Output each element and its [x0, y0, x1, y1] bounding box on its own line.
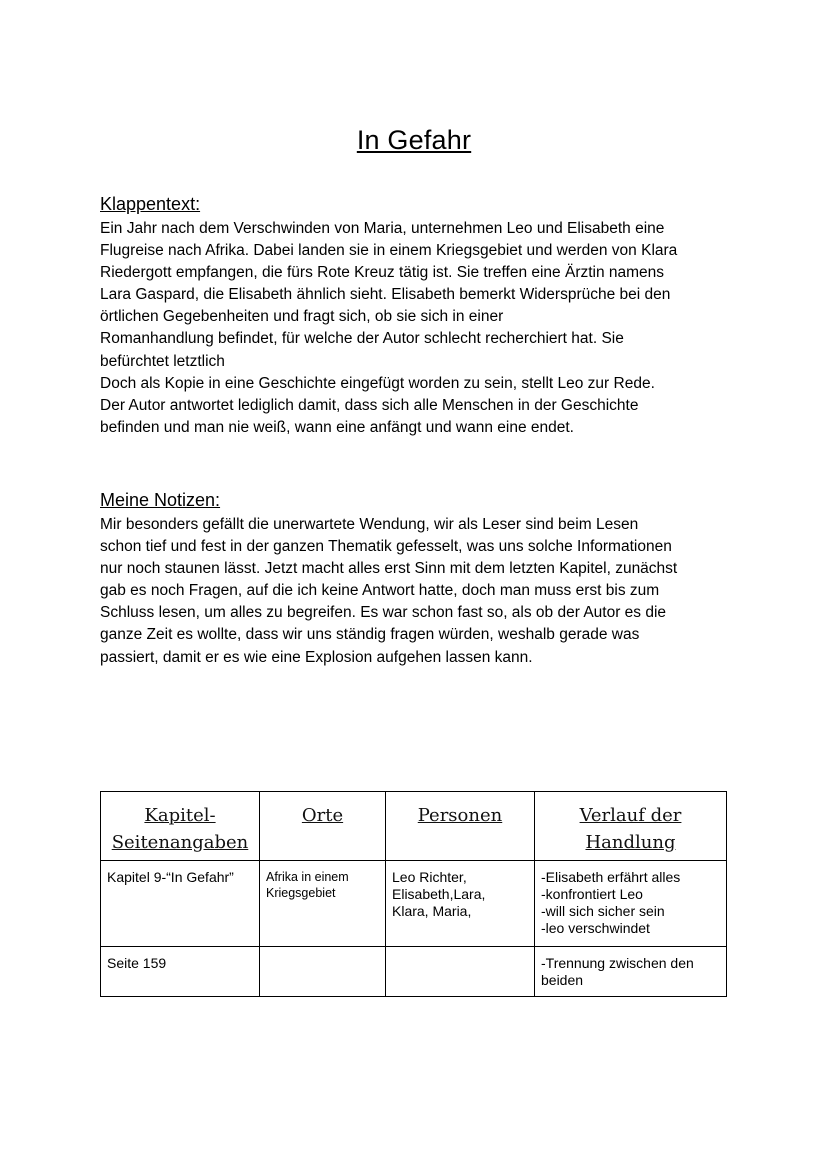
column-header-verlauf: Verlauf der Handlung — [535, 792, 727, 861]
table-cell-kapitel: Seite 159 — [101, 947, 260, 997]
text-line: Riedergott empfangen, die fürs Rote Kreuz tätig ist. Sie treffen eine Ärztin namens — [100, 264, 665, 282]
klappentext-paragraph — [100, 218, 740, 439]
cell-line: -will sich sicher sein — [541, 903, 665, 919]
header-line: Kapitel- — [144, 805, 216, 826]
text-line: Doch als Kopie in eine Geschichte eingefügt worden zu sein, stellt Leo zur Rede. — [100, 374, 655, 392]
text-line: gab es noch Fragen, auf die ich keine Antwort hatte, doch man muss erst bis zum — [100, 582, 660, 600]
cell-line: Kriegsgebiet — [266, 886, 336, 900]
cell-line: -Trennung zwischen den — [541, 955, 694, 971]
table-row — [101, 947, 727, 997]
cell-line: Klara, Maria, — [392, 903, 472, 919]
table-cell-personen — [386, 947, 535, 997]
cell-line: Elisabeth,Lara, — [392, 886, 486, 902]
text-line: Flugreise nach Afrika. Dabei landen sie in einem Kriegsgebiet und werden von Klara — [100, 242, 678, 260]
table-cell-kapitel: Kapitel 9-“In Gefahr” — [101, 861, 260, 947]
table-cell-verlauf — [535, 947, 727, 997]
column-header-orte: Orte — [260, 792, 386, 861]
klappentext-heading: Klappentext: — [100, 194, 201, 214]
text-line: Ein Jahr nach dem Verschwinden von Maria, unternehmen Leo und Elisabeth eine — [100, 220, 665, 237]
text-line: Der Autor antwortet lediglich damit, dass sich alle Menschen in der Geschichte — [100, 396, 639, 414]
cell-line: beiden — [541, 972, 584, 988]
text-line: örtlichen Gegebenheiten und fragt sich, ob sie sich in einer — [100, 308, 504, 326]
text-line: Romanhandlung befindet, für welche der Autor schlecht recherchiert hat. Sie — [100, 330, 624, 348]
cell-line: -Elisabeth erfährt alles — [541, 869, 681, 885]
text-line: passiert, damit er es wie eine Explosion aufgehen lassen kann. — [100, 648, 533, 666]
notizen-heading: Meine Notizen: — [100, 490, 221, 510]
text-line: ganze Zeit es wollte, dass wir uns ständig fragen würden, weshalb gerade was — [100, 626, 640, 644]
table-cell-orte — [260, 861, 386, 947]
chapter-table — [100, 791, 727, 997]
header-line: Seitenangaben — [111, 832, 249, 853]
notizen-paragraph — [100, 514, 740, 669]
text-line: schon tief und fest in der ganzen Thematik gefesselt, was uns solche Informationen — [100, 538, 672, 556]
table-cell-personen — [386, 861, 535, 947]
text-line: nur noch staunen lässt. Jetzt macht alles erst Sinn mit dem letzten Kapitel, zunächst — [100, 560, 678, 578]
cell-line: -leo verschwindet — [541, 920, 650, 936]
text-line: Schluss lesen, um alles zu begreifen. Es war schon fast so, als ob der Autor es die — [100, 604, 667, 622]
table-cell-orte — [260, 947, 386, 997]
column-header-kapitel — [101, 792, 260, 861]
cell-line: -konfrontiert Leo — [541, 886, 643, 902]
table-cell-verlauf — [535, 861, 727, 947]
table-row — [101, 861, 727, 947]
text-line: Mir besonders gefällt die unerwartete Wendung, wir als Leser sind beim Lesen — [100, 516, 639, 533]
text-line: befinden und man nie weiß, wann eine anfängt und wann eine endet. — [100, 418, 574, 436]
cell-line: Leo Richter, — [392, 869, 467, 885]
page-title: In Gefahr — [356, 125, 472, 155]
cell-line: Afrika in einem — [266, 870, 349, 884]
column-header-personen: Personen — [386, 792, 535, 861]
text-line: Lara Gaspard, die Elisabeth ähnlich sieht. Elisabeth bemerkt Widersprüche bei den — [100, 286, 671, 304]
text-line: befürchtet letztlich — [100, 352, 225, 370]
table-header-row — [101, 792, 727, 861]
